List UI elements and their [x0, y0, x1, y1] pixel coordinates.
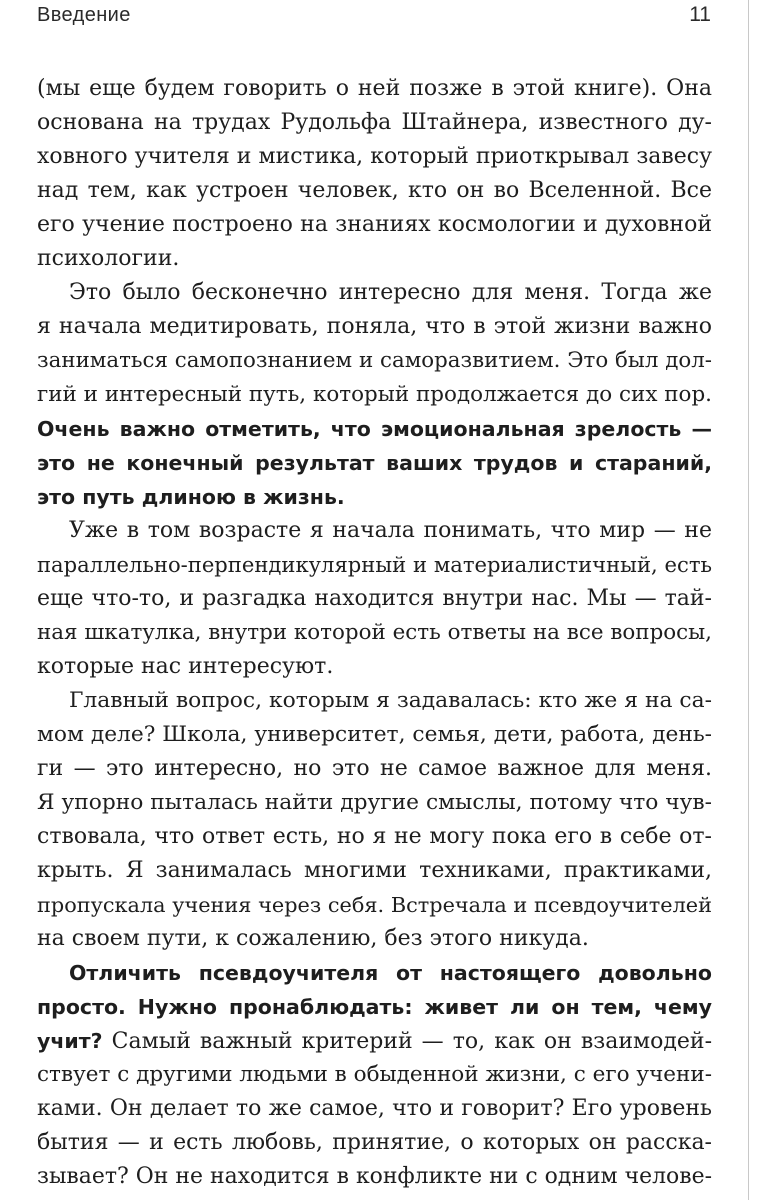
text-line: которые нас интересуют. — [37, 654, 334, 679]
text-line: его учение построено на знаниях космологии и духовной — [37, 212, 712, 237]
body-text — [37, 72, 712, 1194]
bold-text-line: это путь длиною в жизнь. — [37, 485, 345, 509]
text-line: заниматься самопознанием и саморазвитием. Это был дол- — [37, 348, 712, 373]
mixed-text-line — [37, 1024, 712, 1058]
text-line: крыть. Я занималась многими техниками, практиками, — [37, 858, 712, 883]
text-line: ная шкатулка, внутри которой есть ответы на все вопросы, — [37, 620, 712, 645]
text-fragment: Самый важный критерий — то, как он взаимодей- — [102, 1029, 712, 1054]
text-line: бытия — и есть любовь, принятие, о которых он расска- — [37, 1130, 712, 1155]
bold-text-line: это не конечный результат ваших трудов и стараний, — [37, 451, 712, 475]
text-line: ствует с другими людьми в обыденной жизни, с его учени- — [37, 1062, 712, 1087]
text-line: основана на трудах Рудольфа Штайнера, известного ду- — [37, 110, 712, 135]
text-line: ховного учителя и мистика, который приоткрывал завесу — [37, 144, 712, 169]
text-line: гий и интересный путь, который продолжается до сих пор. — [37, 382, 712, 407]
text-line: ками. Он делает то же самое, что и говорит? Его уровень — [37, 1096, 712, 1121]
text-line: ги — это интересно, но это не самое важное для меня. — [37, 756, 712, 781]
text-line: Уже в том возрасте я начала понимать, что мир — не — [69, 518, 712, 543]
text-line: ствовала, что ответ есть, но я не могу пока его в себе от- — [37, 824, 712, 849]
page-edge-line — [748, 0, 749, 1200]
text-line: Главный вопрос, которым я задавалась: кто же я на са- — [69, 688, 712, 713]
text-line: параллельно-перпендикулярный и материалистичный, есть — [37, 552, 712, 577]
text-line: Я упорно пыталась найти другие смыслы, потому что чув- — [37, 790, 712, 815]
text-line: пропускала учения через себя. Встречала и псевдоучителей — [37, 893, 712, 917]
running-head: Введение — [37, 4, 131, 26]
page-number: 11 — [689, 3, 711, 26]
text-line: над тем, как устроен человек, кто он во Вселенной. Все — [37, 178, 712, 203]
text-line: еще что-то, и разгадка находится внутри нас. Мы — тай- — [37, 586, 712, 611]
text-line: на своем пути, к сожалению, без этого никуда. — [37, 926, 589, 951]
bold-fragment: учит? — [37, 1029, 103, 1053]
text-line: (мы еще будем говорить о ней позже в этой книге). Она — [37, 76, 712, 101]
bold-text-line: просто. Нужно пронаблюдать: живет ли он тем, чему — [37, 995, 712, 1019]
text-line: мом деле? Школа, университет, семья, дети, работа, день- — [37, 722, 712, 747]
bold-text-line: Очень важно отметить, что эмоциональная зрелость — — [37, 417, 712, 441]
text-line: Это было бесконечно интересно для меня. Тогда же — [69, 280, 712, 305]
text-line: зывает? Он не находится в конфликте ни с одним челове- — [37, 1164, 712, 1189]
text-line: психологии. — [37, 246, 180, 271]
bold-text-line: Отличить псевдоучителя от настоящего довольно — [69, 961, 712, 985]
page-header — [37, 3, 711, 29]
text-line: я начала медитировать, поняла, что в этой жизни важно — [37, 314, 712, 339]
